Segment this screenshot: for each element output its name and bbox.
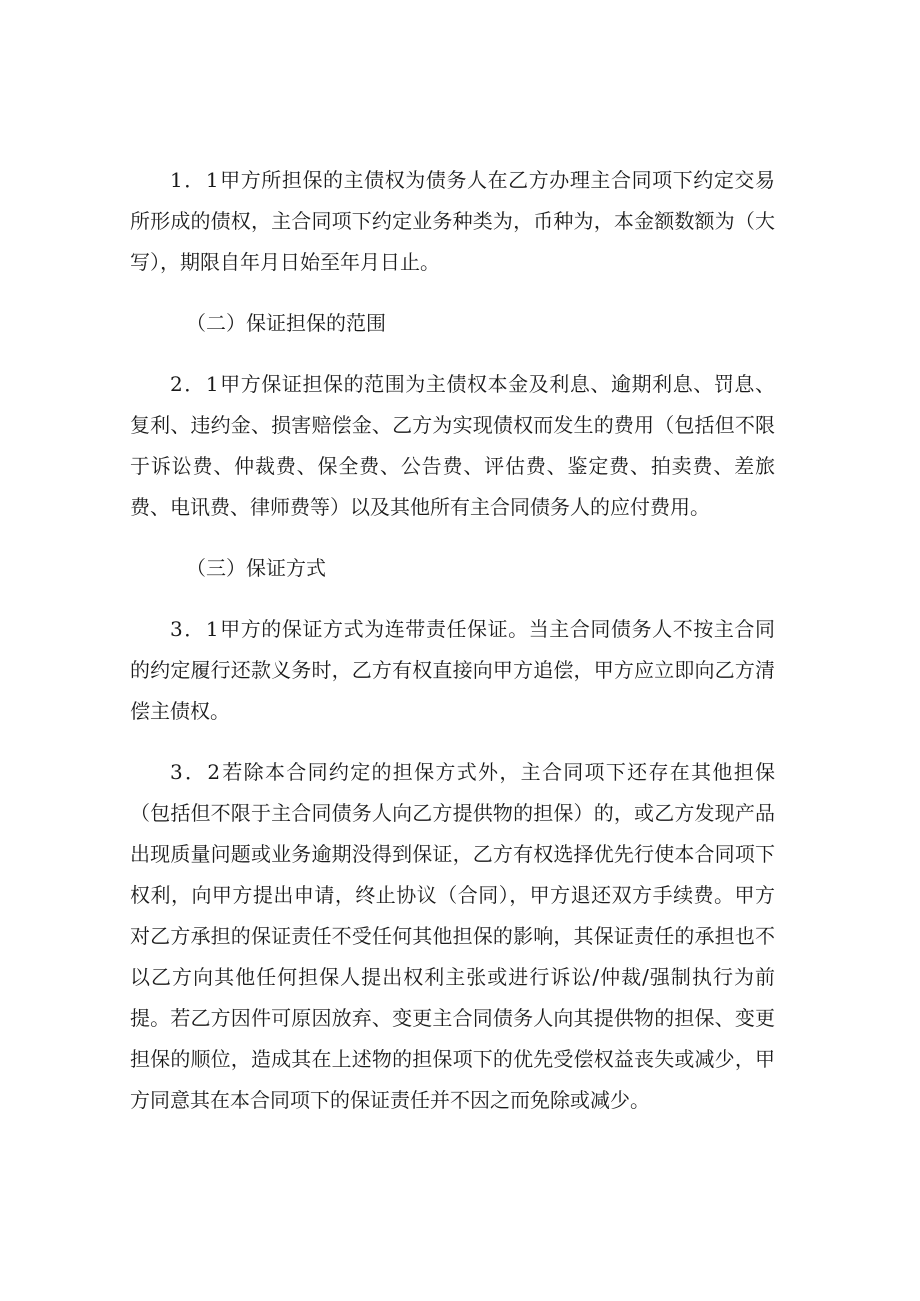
clause-3-1	[130, 609, 775, 732]
clause-2-1	[130, 364, 775, 528]
clause-number: 3．1	[170, 617, 220, 641]
clause-text: 若除本合同约定的担保方式外，主合同项下还存在其他担保（包括但不限于主合同债务人向乙方提供物的担保）的，或乙方发现产品出现质量问题或业务逾期没得到保证，乙方有权选择优先行使本合同项下权利，向甲方提出申请，终止协议（合同），甲方退还双方手续费。甲方对乙方承担的保证责任不受任何其他担保的影响，其保证责任的承担也不以乙方向其他任何担保人提出权利主张或进行诉讼/仲裁/强制执行为前提。若乙方因件可原因放弃、变更主合同债务人向其提供物的担保、变更担保的顺位，造成其在上述物的担保项下的优先受偿权益丧失或减少，甲方同意其在本合同项下的保证责任并不因之而免除或减少。	[130, 760, 775, 1112]
clause-1-1	[130, 160, 775, 283]
clause-text: 甲方保证担保的范围为主债权本金及利息、逾期利息、罚息、复利、违约金、损害赔偿金、乙方为实现债权而发生的费用（包括但不限于诉讼费、仲裁费、保全费、公告费、评估费、鉴定费、拍卖费、差旅费、电讯费、律师费等）以及其他所有主合同债务人的应付费用。	[130, 372, 775, 519]
section-heading-method: （三）保证方式	[186, 556, 326, 580]
clause-number: 3．2	[170, 760, 222, 784]
clause-3-2	[130, 752, 775, 1121]
clause-text: 甲方所担保的主债权为债务人在乙方办理主合同项下约定交易所形成的债权，主合同项下约定业务种类为，币种为，本金额数额为（大写），期限自年月日始至年月日止。	[130, 168, 775, 274]
clause-text: 甲方的保证方式为连带责任保证。当主合同债务人不按主合同的约定履行还款义务时，乙方有权直接向甲方追偿，甲方应立即向乙方清偿主债权。	[130, 617, 775, 723]
section-heading-scope: （二）保证担保的范围	[186, 311, 386, 335]
clause-number: 1．1	[170, 168, 220, 192]
clause-number: 2．1	[170, 372, 220, 396]
document-body	[130, 160, 775, 1141]
